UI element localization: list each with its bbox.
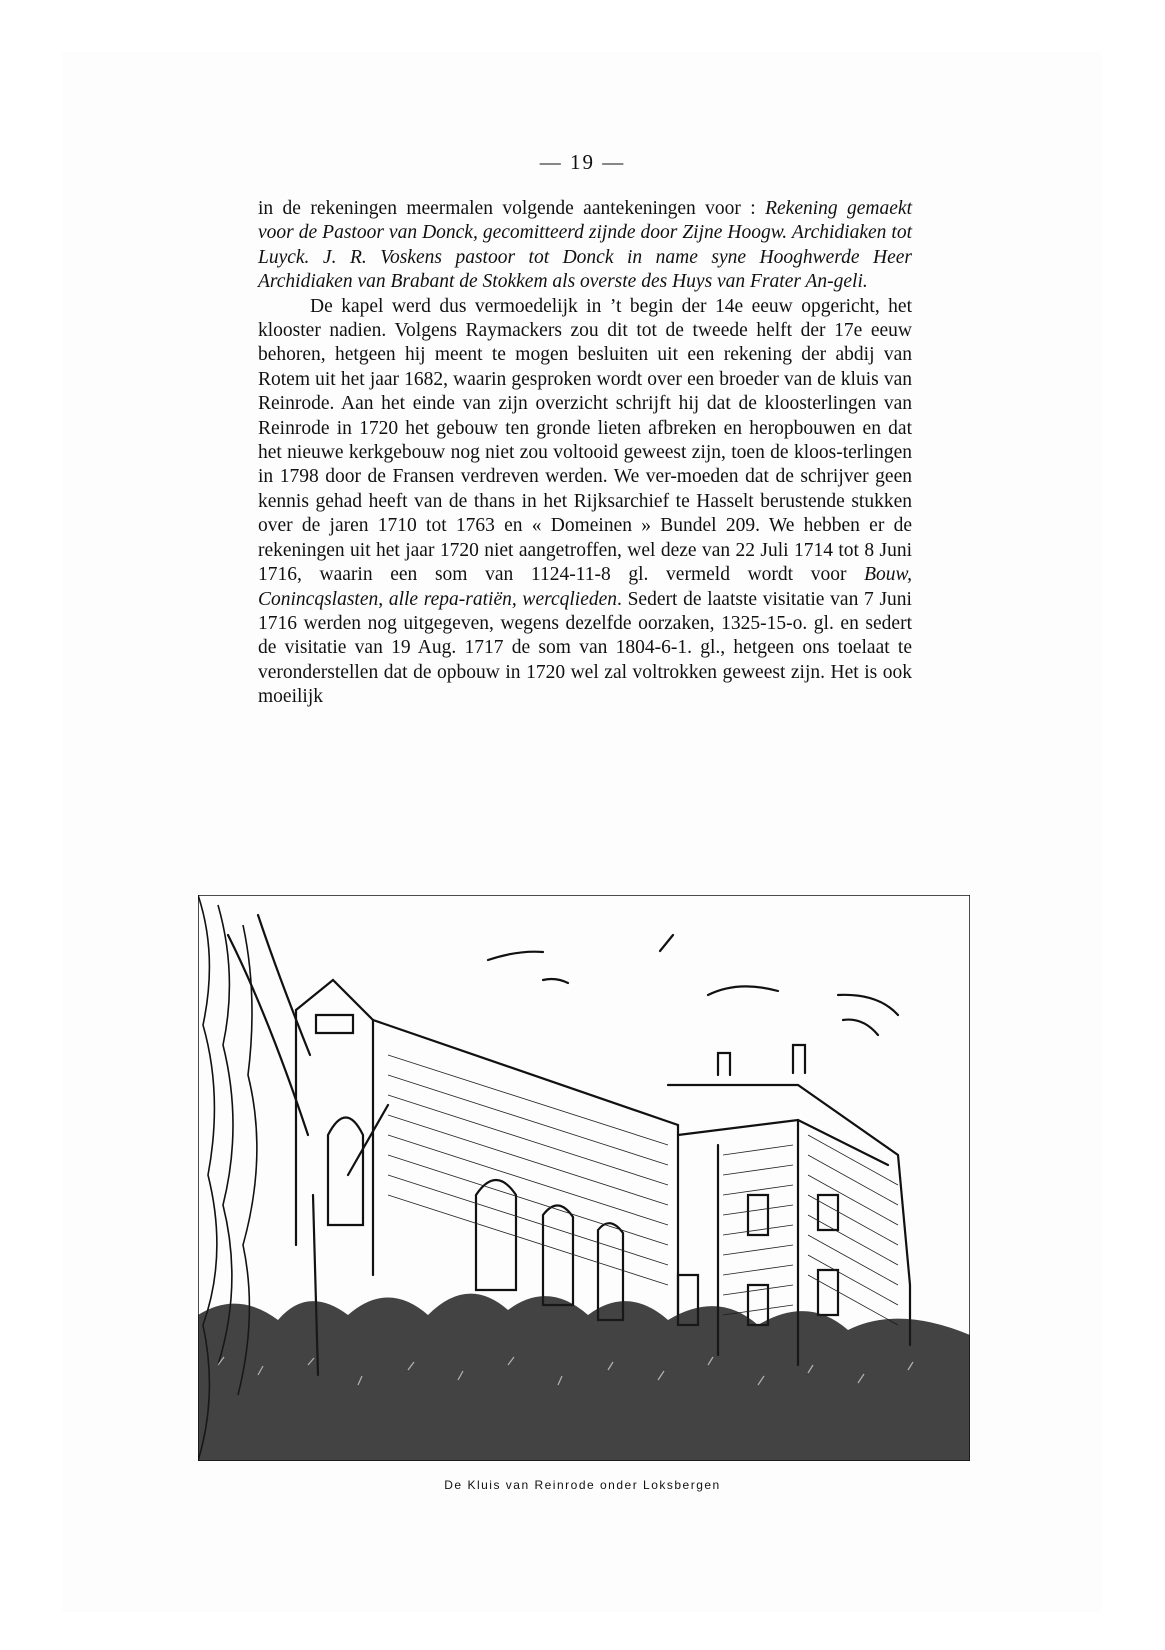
paragraph-2-italic: Bouw, Conincqslasten, alle repa-ratiën, wercqlieden bbox=[258, 564, 912, 610]
body-text bbox=[258, 197, 912, 710]
illustration-caption: De Kluis van Reinrode onder Loksbergen bbox=[444, 1478, 721, 1492]
paragraph-2-part2: . Sedert de laatste visitatie van 7 Juni 1716 werden nog uitgegeven, wegens dezelfde oorzaken, 1325-15-o. gl. en sedert de visitatie van 19 Aug. 1717 de som van 1804-6-1. gl., hetgeen ons toelaat te veronderstellen dat de opbouw in 1720 wel zal voltrokken geweest zijn. Het is ook moeilijk bbox=[258, 588, 912, 708]
illustration-drawing bbox=[198, 895, 970, 1461]
paragraph-2-part1: De kapel werd dus vermoedelijk in ’t begin der 14e eeuw opgericht, het klooster nadien. Volgens Raymackers zou dit tot de tweede helft der 17e eeuw behoren, hetgeen hij meent te mogen besluiten uit een rekening der abdij van Rotem uit het jaar 1682, waarin gesproken wordt over een broeder van de kluis van Reinrode. Aan het einde van zijn overzicht schrijft hij dat de kloosterlingen van Reinrode in 1720 het gebouw ten gronde lieten afbreken en heropbouwen en dat het nieuwe kerkgebouw nog niet zou voltooid geweest zijn, toen de kloos-terlingen in 1798 door de Fransen verdreven werden. We ver-moeden dat de schrijver geen kennis gehad heeft van de thans in het Rijksarchief te Hasselt berustende stukken over de jaren 1710 tot 1763 en « Domeinen » Bundel 209. We hebben er de rekeningen uit het jaar 1720 niet aangetroffen, wel deze van 22 Juli 1714 tot 8 Juni 1716, waarin een som van 1124-11-8 gl. vermeld wordt voor bbox=[258, 295, 912, 586]
paragraph-2 bbox=[258, 295, 912, 710]
paragraph-1-quote: Rekening gemaekt voor de Pastoor van Donck, gecomitteerd zijnde door Zijne Hoogw. Archidiaken tot Luyck. J. R. Voskens pastoor tot Donck in name syne Hooghwerde Heer Archidiaken van Brabant de Stokkem als overste des Huys van Frater An-geli. bbox=[258, 198, 912, 293]
paragraph-1-lead: in de rekeningen meermalen volgende aantekeningen voor : bbox=[258, 198, 766, 219]
paragraph-1 bbox=[258, 197, 912, 295]
page-number: — 19 — bbox=[539, 150, 626, 174]
